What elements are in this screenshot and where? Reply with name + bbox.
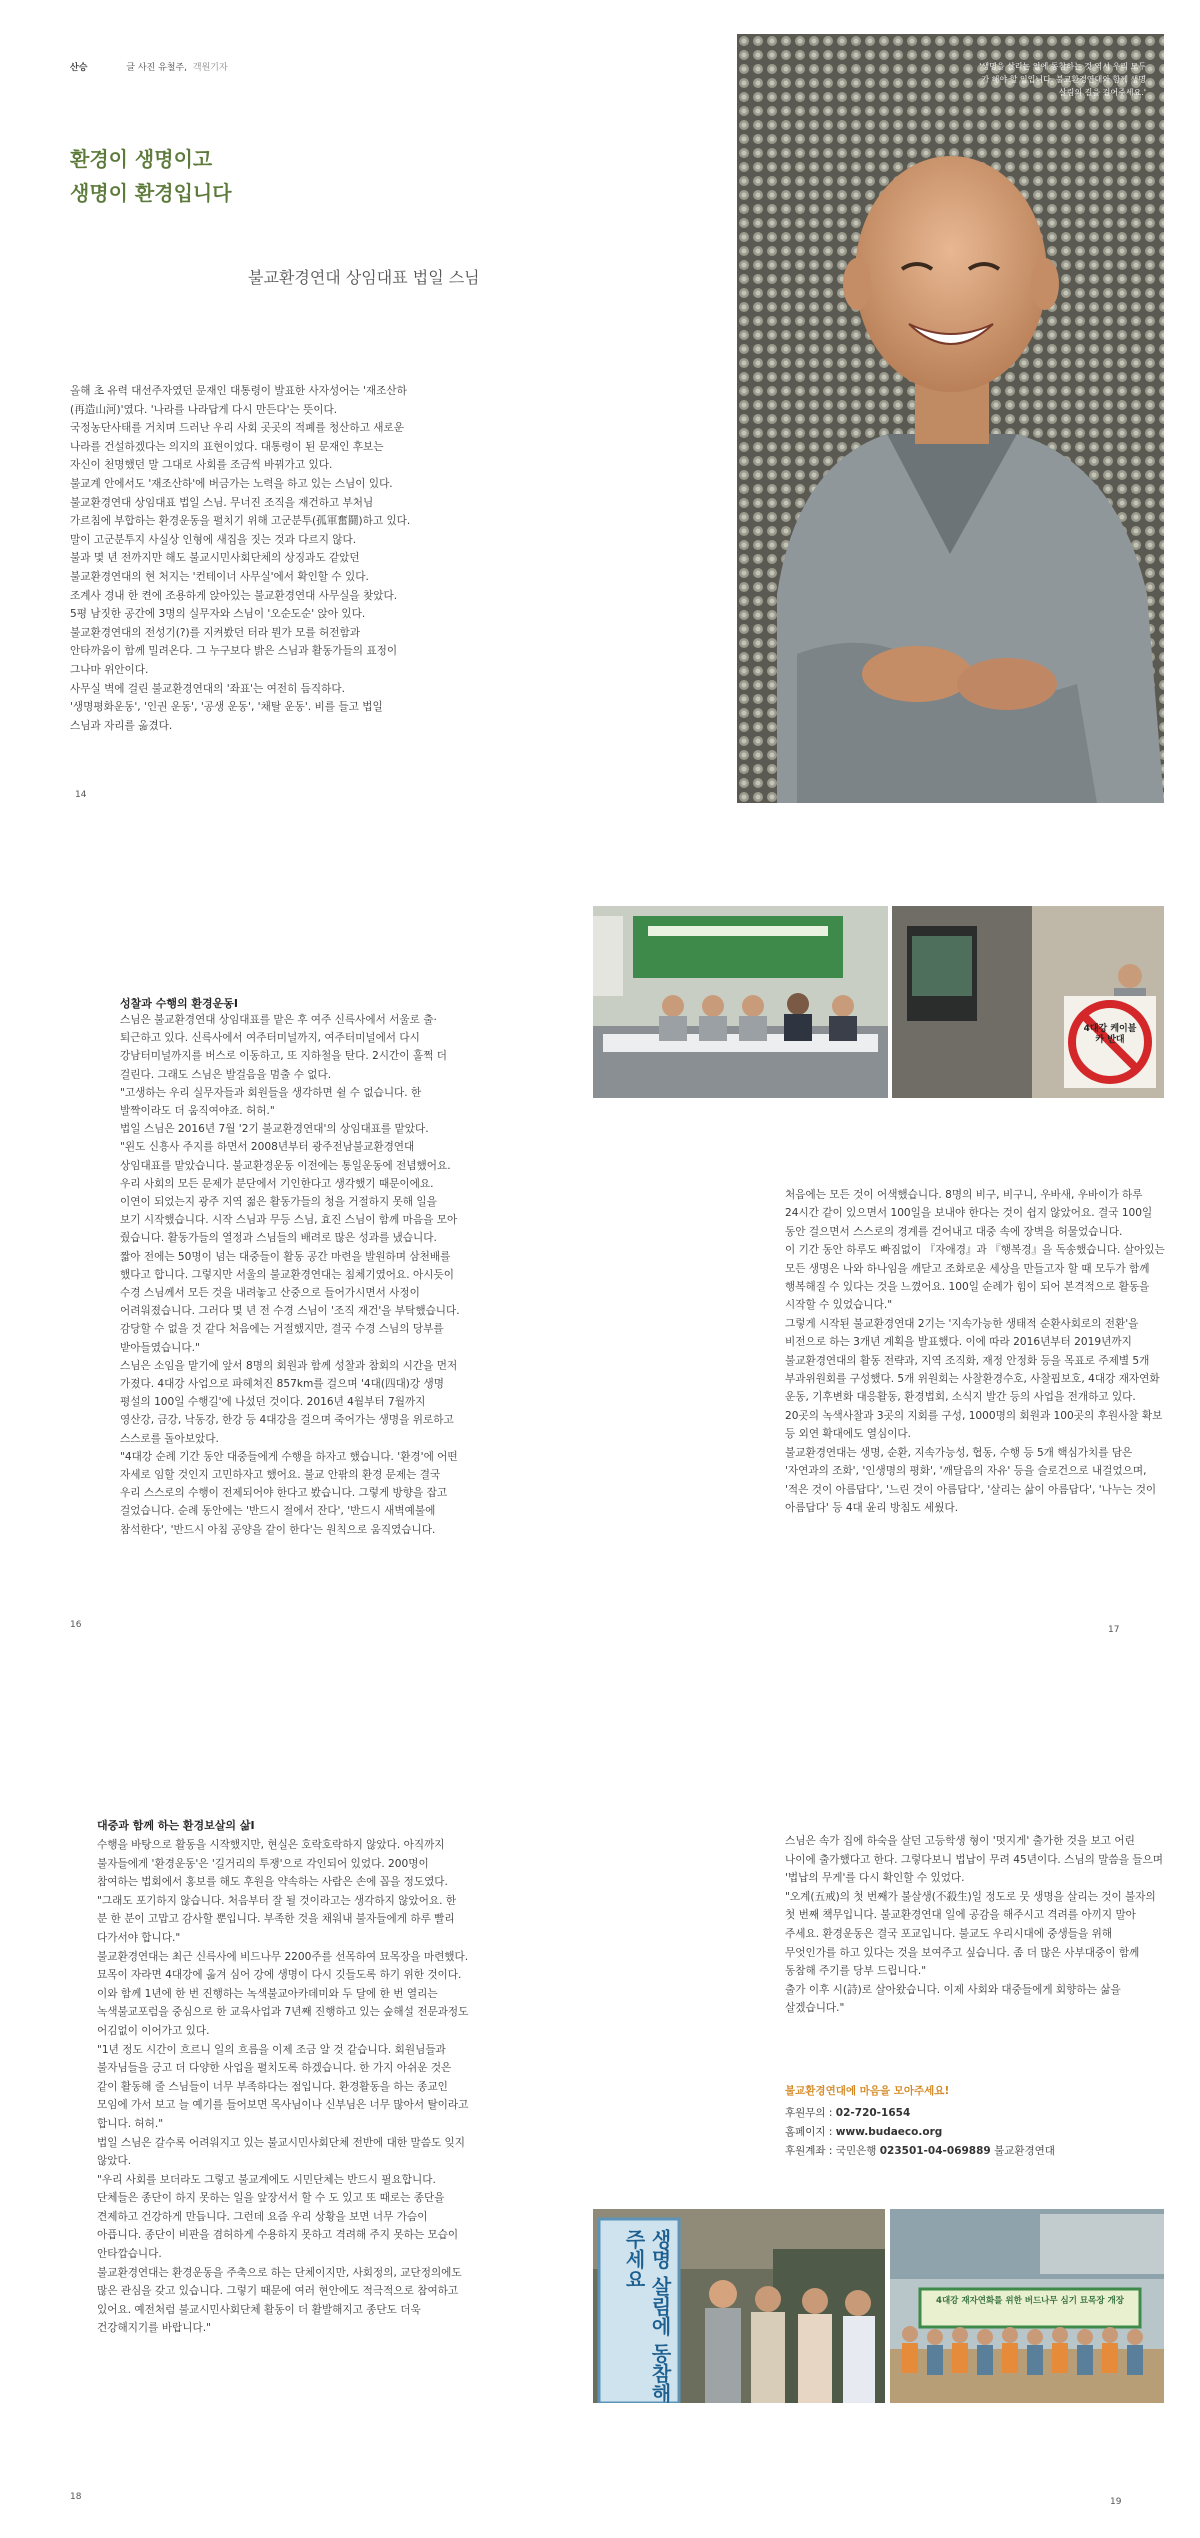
article-body-p3-left: 수행을 바탕으로 활동을 시작했지만, 현실은 호락호락하지 않았다. 아직까지 불자들에게 '환경운동'은 '길거리의 투쟁'으로 각인되어 있었다. 200명이 참여하는 법회에서 홍보를 해도 후원을 약속하는 사람은 손에 꼽을 정도였다. "그래도 포기하지 않습니다. 처음부터 잘 될 것이라고는 생각하지 않았어요. 한 분 한 분이 고맙고 감사할 뿐입니다. 부족한 것을 채워내 불자들에게 하루 빨리 다가서야 합니다." 불교환경연대는 최근 신륵사에 비드나무 2200주를 선목하여 묘목장을 마련했다. 묘목이 자라면 4대강에 옮겨 심어 강에 생명이 다시 깃들도록 하기 위한 것이다. 이와 함께 1년에 한 번 진행하는 녹색불교아카데미와 두 달에 한 번 열리는 녹색불교포럼을 중심으로 한 교육사업과 7년째 진행하고 있는 숲해설 전문과정도 어김없이 이어가고 있다. "1년 정도 시간이 흐르니 일의 흐름을 이제 조금 알 것 같습니다. 회원님들과 불자님들을 긍고 더 다양한 사업을 펼치도록 하겠습니다. 한 가지 아쉬운 것은 같이 활동해 줄 스님들이 너무 부족하다는 점입니다. 환경활동을 하는 종교인 모임에 가서 보고 늘 예기를 들어보면 목사님이나 신부님은 너무 많아서 탈이라고 합니다. 허허." 법일 스님은 갈수록 어려워지고 있는 불교시민사회단체 전반에 대한 말씀도 잊지 않았다. "우리 사회를 보더라도 그렇고 불교계에도 시민단체는 반드시 필요합니다. 단체들은 종단이 하지 못하는 일을 앞장서서 할 수 도 있고 또 때로는 종단을 견제하고 건강하게 만듭니다. 그런데 요즘 우리 상황을 보면 너무 가슴이 아픕니다. 종단이 비판을 겸허하게 수용하지 못하고 격려해 주지 못하는 모습이 안타깝습니다. 불교환경연대는 환경운동을 주축으로 하는 단체이지만, 사회정의, 교단정의에도 많은 관심을 갖고 있습니다. 그렇기 때문에 여러 현안에도 적극적으로 참여하고 있어요. 예전처럼 불교시민사회단체 활동이 더 활발해지고 종단도 더욱 건강해지기를 바랍니다." — [97, 1839, 469, 2335]
page-number-14: 14 — [75, 790, 87, 800]
section-heading-bodhisattva: 대중과 함께 하는 환경보살의 삶Ⅰ — [97, 1819, 255, 1832]
support-box — [785, 2083, 1165, 2161]
article-body-left-col: 스님은 불교환경연대 상임대표를 맡은 후 여주 신륵사에서 서울로 출·퇴근하고 있다. 신륵사에서 여주터미널까지, 여주터미널에서 다시 강남터미널까지를 버스로 이동하고, 또 지하철을 탄다. 2시간이 훌쩍 더 걸린다. 그래도 스님은 발걸음을 멈출 수 없다. "고생하는 우리 실무자들과 회원들을 생각하면 쉴 수 없습니다. 한 발짝이라도 더 움직여야죠. 허허." 법일 스님은 2016년 7월 '2기 불교환경연대'의 상임대표를 맡았다. "왼도 신흥사 주지를 하면서 2008년부터 광주전남불교환경연대 상임대표를 맡았습니다. 불교환경운동 이전에는 통일운동에 전념했어요. 우리 사회의 모든 문제가 분단에서 기인한다고 생각했기 때문이에요. 이연이 되었는지 광주 지역 젊은 활동가들의 청을 거절하지 못해 일을 보기 시작했습니다. 시작 스님과 무등 스님, 효진 스님이 함께 마음을 모아 줬습니다. 활동가들의 열정과 스님들의 배려로 많은 성과를 냈습니다. 짧아 전에는 50명이 넘는 대중들이 활동 공간 마련을 발원하며 삼천배를 했다고 합니다. 그렇지만 서울의 불교환경연대는 침체기였어요. 아시듯이 수경 스님께서 모든 것을 내려놓고 산중으로 들어가시면서 사정이 어려워졌습니다. 그러다 몇 년 전 수경 스님이 '조직 재건'을 부탁했습니다. 감당할 수 없을 것 같다 처음에는 거절했지만, 결국 수경 스님의 당부를 받아들였습니다." 스님은 소임을 맡기에 앞서 8명의 회원과 함께 성찰과 참회의 시간을 먼저 가졌다. 4대강 사업으로 파헤쳐진 857km를 걸으며 '4대(四대)강 생명 평설의 100일 수행길'에 나섰던 것이다. 2016년 4월부터 7월까지 영산강, 금강, 낙동강, 한강 등 4대강을 걸으며 죽어가는 생명을 위로하고 스스로를 돌아보았다. "4대강 순례 기간 동안 대중들에게 수행을 하자고 했습니다. '환경'에 어떤 자세로 임할 것인지 고민하자고 했어요. 불교 안팎의 환경 문제는 결국 우리 스스로의 수행이 전제되어야 한다고 봤습니다. 그렇게 방향을 잡고 걸었습니다. 순례 동안에는 '반드시 절에서 잔다', '반드시 새벽예불에 참석한다', '반드시 아침 공양을 같이 한다'는 원칙으로 움직였습니다. — [120, 1014, 460, 1536]
photo-caption: '생명을 살리는 일에 동참하는 것 역시 우리 모두가 해야 할 일입니다. 불교환경연대와 함께 생명 살림의 길을 걸어주세요.' — [979, 62, 1146, 97]
banner-group-photo — [593, 2209, 885, 2403]
support-heading: 불교환경연대에 마음을 모아주세요! — [785, 2085, 950, 2097]
page-number-19: 19 — [1110, 2497, 1122, 2507]
phone-number: 02-720-1654 — [835, 2107, 911, 2119]
account-label: 후원계좌 : — [785, 2145, 833, 2157]
support-account — [785, 2142, 1165, 2161]
byline: 글 사진 유철주, — [126, 63, 188, 73]
account-number: 023501-04-069889 — [879, 2145, 991, 2157]
support-phone — [785, 2104, 1165, 2123]
press-conference-illustration — [593, 906, 888, 1098]
planting-banner-text: 4대강 재자연화를 위한 버드나무 심기 묘목장 개장 — [936, 2296, 1124, 2306]
article-title — [70, 142, 232, 210]
website-link[interactable]: www.budaeco.org — [835, 2126, 943, 2138]
phone-label: 후원무의 : — [785, 2107, 833, 2119]
protest-illustration — [892, 906, 1164, 1098]
title-line-2: 생명이 환경입니다 — [70, 181, 232, 205]
account-bank: 국민은행 — [835, 2145, 877, 2157]
protest-photo — [892, 906, 1164, 1098]
page-number-16: 16 — [70, 1620, 82, 1630]
section-name: 산승 — [70, 63, 88, 73]
title-line-1: 환경이 생명이고 — [70, 147, 213, 171]
website-label: 홈페이지 : — [785, 2126, 833, 2138]
account-holder: 불교환경연대 — [994, 2145, 1055, 2157]
support-website — [785, 2123, 1165, 2142]
page-number-18: 18 — [70, 2492, 82, 2502]
article-subtitle: 불교환경연대 상임대표 법일 스님 — [248, 268, 480, 287]
protest-sign-text: 4대강 케이블카 반대 — [1083, 1024, 1137, 1045]
banner-slogan: 생명 살림에 동참해주세요 — [622, 2229, 672, 2403]
portrait-photo — [737, 34, 1164, 803]
byline-role: 객원기자 — [192, 63, 228, 73]
article-body-right-col: 처음에는 모든 것이 어색했습니다. 8명의 비구, 비구니, 우바새, 우바이가 하루 24시간 같이 있으면서 100일을 보내야 한다는 것이 쉽지 않았어요. 결국 100일 동안 걸으면서 스스로의 경계를 걷어내고 대중 속에 장벽을 허물었습니다. 이 기간 동안 하루도 빠짐없이 『자애경』과 『행복경』을 독송했습니다. 살아있는 모든 생명은 나와 하나임을 깨닫고 조화로운 세상을 만들고자 할 때 모두가 함께 행복해질 수 있다는 것을 느꼈어요. 100일 순례가 힘이 되어 본격적으로 활동을 시작할 수 있었습니다." 그렇게 시작된 불교환경연대 2기는 '지속가능한 생태적 순환사회로의 전환'을 비전으로 하는 3개년 계획을 발표했다. 이에 따라 2016년부터 2019년까지 불교환경연대의 활동 전략과, 지역 조직화, 재정 안정화 등을 목표로 주제별 5개 부과위원회를 구성했다. 5개 위원회는 사찰환경수호, 사찰핍보호, 4대강 재자연화 운동, 기후변화 대응활동, 환경법회, 소식지 발간 등의 사업을 전개하고 있다. 20곳의 녹색사찰과 3곳의 지회를 구성, 1000명의 회원과 100곳의 후원사찰 확보 등 외연 확대에도 열심이다. 불교환경연대는 생명, 순환, 지속가능성, 협동, 수행 등 5개 핵심가치를 담은 '자연과의 조화', '인생명의 평화', '깨달음의 자유' 등을 슬로건으로 내걸었으며, '적은 것이 아름답다', '느린 것이 아름답다', '살리는 삶이 아름답다', '나누는 것이 아름답다' 등 4대 윤리 방침도 세웠다. — [785, 1189, 1165, 1514]
page-number-17: 17 — [1108, 1625, 1120, 1635]
tree-planting-photo — [890, 2209, 1164, 2403]
section-heading-reflection: 성찰과 수행의 환경운동Ⅰ — [120, 997, 239, 1010]
article-body-intro: 올해 초 유력 대선주자였던 문재인 대통령이 발표한 사자성어는 '재조산하(再造山河)'였다. '나라를 나라답게 다시 만든다'는 뜻이다. 국정농단사태를 거치며 드러난 우리 사회 곳곳의 적폐를 청산하고 새로운 나라를 건설하겠다는 의지의 표현이었다. 대통령이 된 문재인 후보는 자신이 천명했던 말 그대로 사회를 조금씩 바꿔가고 있다. 불교계 안에서도 '재조산하'에 버금가는 노력을 하고 있는 스님이 있다. 불교환경연대 상임대표 법일 스님. 무너진 조직을 재건하고 부처님 가르침에 부합하는 환경운동을 펼치기 위해 고군분투(孤軍奮鬪)하고 있다. 말이 고군분투지 사실상 인형에 새집을 짓는 것과 다르지 않다. 불과 몇 년 전까지만 해도 불교시민사회단체의 상징과도 같았던 불교환경연대의 현 처지는 '컨테이너 사무실'에서 확인할 수 있다. 조계사 경내 한 켠에 조용하게 앉아있는 불교환경연대 사무실을 찾았다. 5평 남짓한 공간에 3명의 실무자와 스님이 '오순도순' 앉아 있다. 불교환경연대의 전성기(?)를 지켜봤던 터라 뭔가 모를 허전함과 안타까움이 함께 밀려온다. 그 누구보다 밝은 스님과 활동가들의 표정이 그나마 위안이다. 사무실 벽에 걸린 불교환경연대의 '좌표'는 여전히 듬직하다. '생명평화운동', '인권 운동', '공생 운동', '채탈 운동'. 비를 들고 법일 스님과 자리를 옮겼다. — [70, 385, 411, 732]
portrait-illustration — [737, 34, 1164, 803]
article-body-p3-right: 스님은 속가 집에 하숙을 살던 고등학생 형이 '멋지게' 출가한 것을 보고 어린 나이에 출가했다고 한다. 그렇다보니 법납이 무려 45년이다. 스님의 말씀을 들으며 '법납의 무게'를 다시 확인할 수 있었다. "오계(五戒)의 첫 번째가 불살생(不殺生)일 정도로 뭇 생명을 살리는 것이 불자의 첫 번째 책무입니다. 불교환경연대 일에 공감을 해주시고 격려를 아끼지 말아 주세요. 환경운동은 결국 포교입니다. 불교도 우리시대에 중생들을 위해 무엇인가를 하고 있다는 것을 보여주고 싶습니다. 좀 더 많은 사부대중이 함께 동참해 주기를 당부 드립니다." 출가 이후 시(詩)로 살아왔습니다. 이제 사회와 대중들에게 회향하는 삶을 살겠습니다." — [785, 1835, 1163, 2015]
press-conference-photo — [593, 906, 888, 1098]
section-label — [70, 60, 228, 73]
